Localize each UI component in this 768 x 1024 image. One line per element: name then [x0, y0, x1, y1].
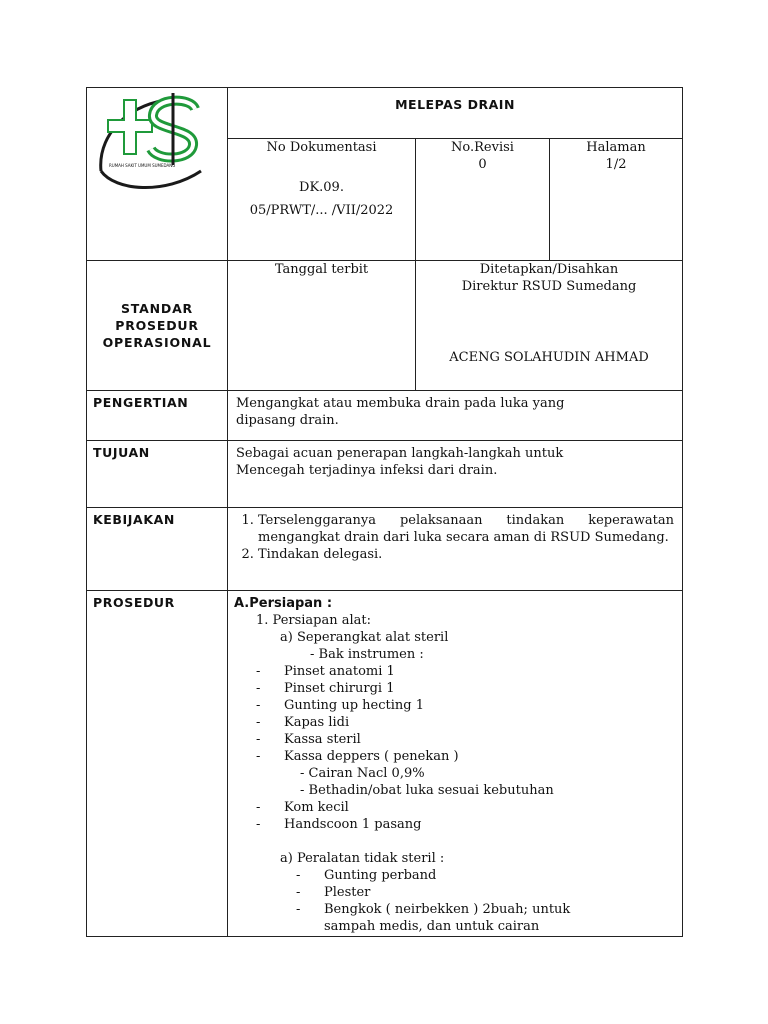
prosedur-text: [228, 591, 683, 937]
bethadin-item: - Bethadin/obat luka sesuai kebutuhan: [300, 783, 554, 798]
doc-number-line2: 05/PRWT/... /VII/2022: [249, 203, 394, 218]
persiapan-heading: A.Persiapan :: [234, 596, 333, 611]
doc-number-line1: DK.09.: [299, 180, 344, 195]
non-sterile-heading: a) Peralatan tidak steril :: [280, 851, 445, 866]
sterile-item: - Handscoon 1 pasang: [256, 817, 422, 832]
sterile-item: - Kom kecil: [256, 800, 349, 815]
prosedur-label: PROSEDUR: [87, 591, 228, 937]
page-cell: [550, 139, 683, 261]
tujuan-line2: Mencegah terjadinya infeksi dari drain.: [236, 463, 498, 478]
logo-text: RUMAH SAKIT UMUM SUMEDANG: [109, 163, 176, 168]
pengertian-text: [228, 391, 683, 441]
logo-cell: [87, 88, 228, 261]
tujuan-label: TUJUAN: [87, 441, 228, 508]
sop-label-line3: OPERASIONAL: [102, 335, 212, 350]
approval-cell: [416, 261, 683, 391]
kebijakan-list: [236, 512, 674, 563]
persiapan-alat: 1. Persiapan alat:: [256, 613, 372, 628]
cairan-item: - Cairan Nacl 0,9%: [300, 766, 425, 781]
page-label: Halaman: [586, 140, 646, 155]
alat-steril-heading: a) Seperangkat alat steril: [280, 630, 449, 645]
issue-date-cell: [228, 261, 416, 391]
bak-instrumen: - Bak instrumen :: [310, 647, 424, 662]
revision-label: No.Revisi: [451, 140, 514, 155]
pengertian-line2: dipasang drain.: [236, 413, 339, 428]
issue-date-label: Tanggal terbit: [274, 262, 369, 277]
non-sterile-item: - Plester: [296, 885, 371, 900]
hospital-logo-icon: [95, 91, 213, 197]
tujuan-text: [228, 441, 683, 508]
non-sterile-item-cont: sampah medis, dan untuk cairan: [324, 919, 540, 934]
doc-number-cell: [228, 139, 416, 261]
sterile-item: - Kassa deppers ( penekan ): [256, 749, 459, 764]
revision-value: 0: [478, 157, 487, 172]
page-value: 1/2: [605, 157, 627, 172]
sterile-item: - Pinset anatomi 1: [256, 664, 395, 679]
non-sterile-item: - Gunting perband: [296, 868, 437, 883]
kebijakan-label: KEBIJAKAN: [87, 508, 228, 591]
director-name: ACENG SOLAHUDIN AHMAD: [449, 350, 649, 365]
sterile-item: - Gunting up hecting 1: [256, 698, 424, 713]
approval-line1: Ditetapkan/Disahkan: [479, 262, 619, 277]
pengertian-line1: Mengangkat atau membuka drain pada luka yang: [236, 396, 565, 411]
pengertian-label: PENGERTIAN: [87, 391, 228, 441]
kebijakan-item-1: 1. Terselenggaranya pelaksanaan tindakan keperawatan mengangkat drain dari luka secara aman di RSUD Sumedang.: [258, 512, 674, 546]
document-title: MELEPAS DRAIN: [228, 88, 683, 139]
sop-label-cell: [87, 261, 228, 391]
sop-table: [86, 87, 683, 937]
sop-label-line2: PROSEDUR: [115, 318, 199, 333]
doc-number-label: No Dokumentasi: [266, 140, 377, 155]
approval-line2: Direktur RSUD Sumedang: [461, 279, 637, 294]
sop-label-line1: STANDAR: [121, 301, 193, 316]
non-sterile-item: - Bengkok ( neirbekken ) 2buah; untuk: [296, 902, 571, 917]
kebijakan-item-2: 2. Tindakan delegasi.: [258, 546, 674, 563]
tujuan-line1: Sebagai acuan penerapan langkah-langkah untuk: [236, 446, 564, 461]
sterile-item: - Pinset chirurgi 1: [256, 681, 395, 696]
sterile-item: - Kapas lidi: [256, 715, 350, 730]
kebijakan-text: [228, 508, 683, 591]
revision-cell: [416, 139, 550, 261]
sterile-item: - Kassa steril: [256, 732, 361, 747]
